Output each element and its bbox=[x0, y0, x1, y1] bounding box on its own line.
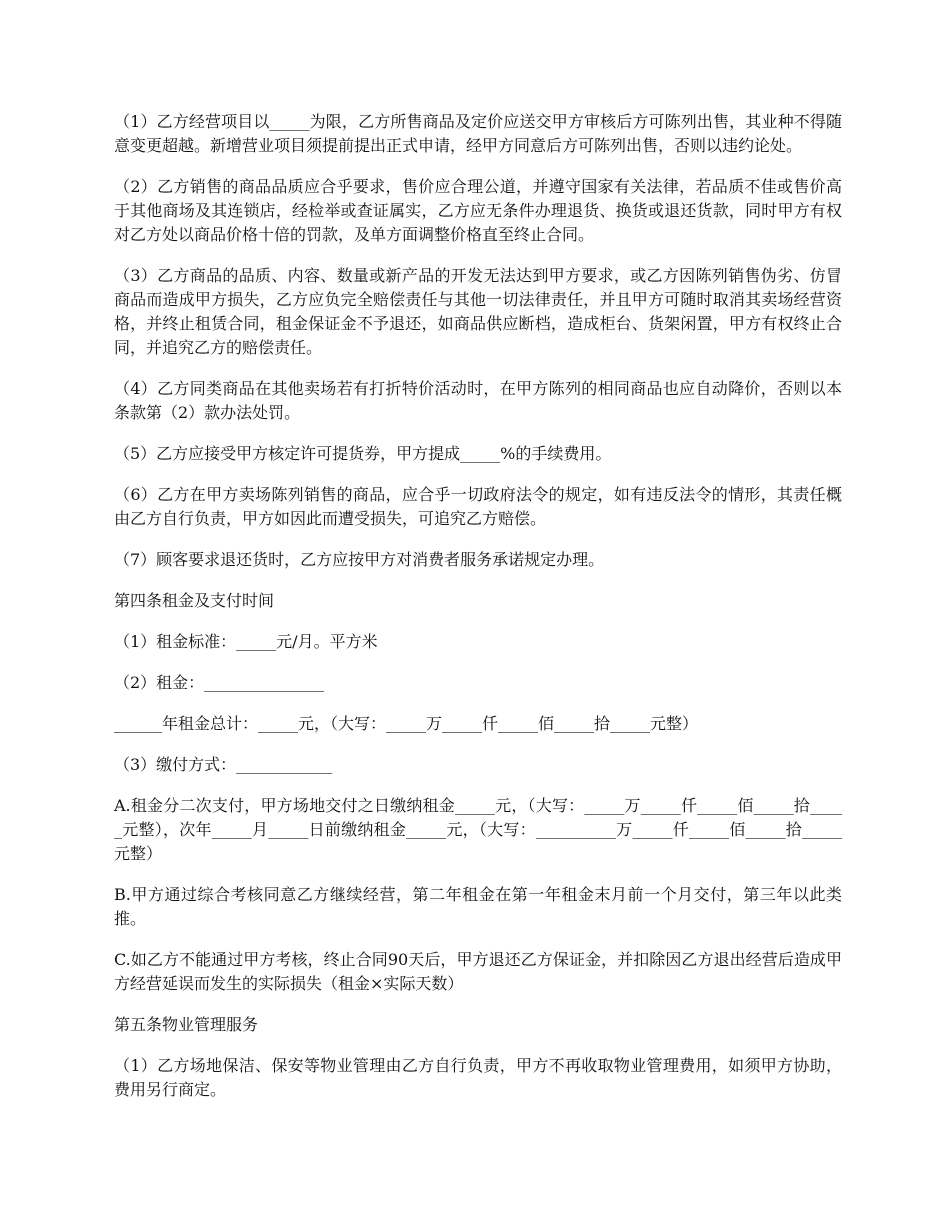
clause-3-item-5: （5）乙方应接受甲方核定许可提货券，甲方提成_____%的手续费用。 bbox=[114, 444, 612, 463]
clause-3-item-1: （1）乙方经营项目以_____为限，乙方所售商品及定价应送交甲方审核后方可陈列出售，其业种不得随意变更超越。新增营业项目须提前提出正式申请，经甲方同意后方可陈列出售，否则以违约论处。 bbox=[114, 112, 842, 155]
clause-4-option-b: B.甲方通过综合考核同意乙方继续经营，第二年租金在第一年租金末月前一个月交付，第三年以此类推。 bbox=[114, 885, 842, 928]
clause-4-annual-total: ______年租金总计：_____元，（大写：_____万_____仟_____佰_____拾_____元整） bbox=[114, 714, 699, 733]
clause-3-item-6: （6）乙方在甲方卖场陈列销售的商品，应合乎一切政府法令的规定，如有违反法令的情形，其责任概由乙方自行负责，甲方如因此而遭受损失，可追究乙方赔偿。 bbox=[114, 485, 842, 528]
clause-3-item-2: （2）乙方销售的商品品质应合乎要求，售价应合理公道，并遵守国家有关法律，若品质不佳或售价高于其他商场及其连锁店，经检举或查证属实，乙方应无条件办理退货、换货或退还货款，同时甲方有权对乙方处以商品价格十倍的罚款，及单方面调整价格直至终止合同。 bbox=[114, 177, 842, 244]
clause-5-heading: 第五条物业管理服务 bbox=[114, 1015, 259, 1034]
clause-4-heading: 第四条租金及支付时间 bbox=[114, 591, 275, 610]
clause-4-item-3: （3）缴付方式：____________ bbox=[114, 755, 333, 774]
clause-3-item-4: （4）乙方同类商品在其他卖场若有打折特价活动时，在甲方陈列的相同商品也应自动降价，否则以本条款第（2）款办法处罚。 bbox=[114, 379, 842, 422]
clause-3-item-3: （3）乙方商品的品质、内容、数量或新产品的开发无法达到甲方要求，或乙方因陈列销售伪劣、仿冒商品而造成甲方损失，乙方应负完全赔偿责任与其他一切法律责任，并且甲方可随时取消其卖场经营资格，并终止租赁合同，租金保证金不予退还，如商品供应断档，造成柜台、货架闲置，甲方有权终止合同，并追究乙方的赔偿责任。 bbox=[114, 266, 842, 357]
clause-4-option-a: A.租金分二次支付，甲方场地交付之日缴纳租金_____元，（大写：_____万_____仟_____佰_____拾_____元整），次年_____月_____日前缴纳租金_____元，（大写：__________万_____仟_____佰_____拾_____元整） bbox=[114, 796, 842, 863]
clause-4-item-2: （2）租金：_______________ bbox=[114, 673, 325, 692]
clause-4-option-c: C.如乙方不能通过甲方考核，终止合同90天后，甲方退还乙方保证金，并扣除因乙方退出经营后造成甲方经营延误而发生的实际损失（租金×实际天数） bbox=[114, 950, 842, 993]
clause-5-item-1: （1）乙方场地保洁、保安等物业管理由乙方自行负责，甲方不再收取物业管理费用，如须甲方协助，费用另行商定。 bbox=[114, 1056, 842, 1099]
clause-3-item-7: （7）顾客要求退还货时，乙方应按甲方对消费者服务承诺规定办理。 bbox=[114, 550, 605, 569]
document-page bbox=[114, 110, 842, 1119]
clause-4-item-1: （1）租金标准：_____元/月。平方米 bbox=[114, 632, 378, 651]
